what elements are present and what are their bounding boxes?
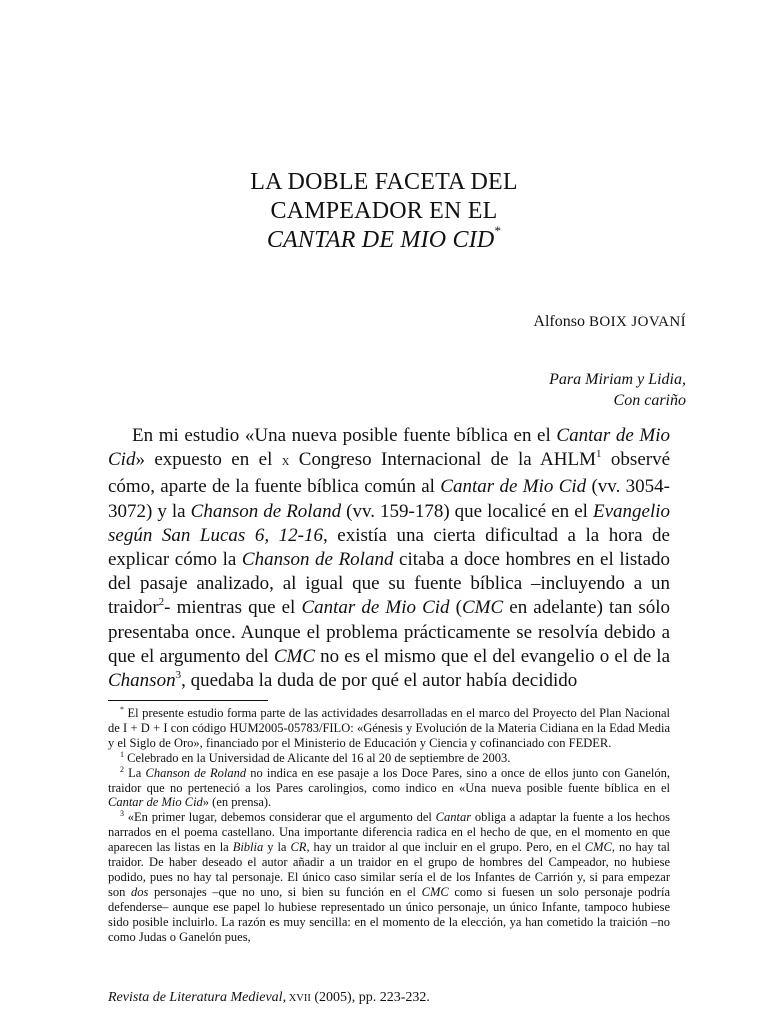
journal-details: (2005), pp. 223-232. <box>310 990 430 1005</box>
footnote-ref-2[interactable]: 2 <box>158 596 165 609</box>
italic-work-title: Cantar de Mio Cid <box>108 425 670 471</box>
dedication <box>549 369 686 411</box>
title-italic: CANTAR DE MIO CID <box>266 227 495 253</box>
footnote-1: $^1$ Celebrado en la Universidad de Alicante del 16 al 20 de septiembre de 2003. <box>120 749 511 765</box>
footnote-divider <box>108 700 268 701</box>
body-text <box>108 424 670 693</box>
title-line-3 <box>0 223 768 255</box>
footnote-2: $^2$ La Chanson de Roland no indica en ese pasaje a los Doce Pares, sino a once de ellos junto con Ganelón, traidor que no perteneció a los Pares carolingios, como indico en «Una nueva posible fuente bíblica en el Cantar de Mio Cid» (en prensa). <box>108 764 670 810</box>
footnote-3: $^3$ «En primer lugar, debemos considerar que el argumento del Cantar obliga a adaptar la fuente a los hechos narrados en el poema castellano. Una importante diferencia radica en el hecho de que, en el momento en que aparecen las listas en la Biblia y la CR, hay un traidor al que incluir en el grupo. Pero, en el CMC, no hay tal traidor. De haber deseado el autor añadir a un traidor en el grupo de hombres del Campeador, no hubiese podido, pues no hay tal personaje. El único caso similar sería el de los Infantes de Carrión y, si para empezar son dos personajes –que no uno, si bien su función en el CMC como si fuesen un solo personaje podría defenderse– aunque ese papel lo hubiese representado un único personaje, un único Infante, tampoco hubiese sido posible incluirlo. La razón es muy sencilla: en el momento de la elección, ya han cometido la traición –no como Judas o Ganelón pues, <box>108 809 670 944</box>
title-line-1: LA DOBLE FACETA DEL <box>250 169 518 195</box>
body-paragraph: En mi estudio «Una nueva posible fuente bíblica en el Cantar de Mio Cid» expuesto en el X Congreso Internacional de la AHLM$^1$ observé cómo, aparte de la fuente bíblica común al Cantar de Mio Cid (vv. 3054-3072) y la Chanson de Roland (vv. 159-178) que localicé en el Evangelio según San Lucas 6, 12-16, existía una cierta dificultad a la hora de explicar cómo la Chanson de Roland citaba a doce hombres en el listado del pasaje analizado, al igual que su fuente bíblica –incluyendo a un traidor$^2$- mientras que el Cantar de Mio Cid (CMC en adelante) tan sólo presentaba once. Aunque el problema prácticamente se resolvía debido a que el argumento del CMC no es el mismo que el del evangelio o el de la Chanson$^3$, quedaba la duda de por qué el autor había decidido <box>108 425 671 692</box>
congress-number: X <box>281 457 290 469</box>
footnote-star: * El presente estudio forma parte de las actividades desarrolladas en el marco del Proyecto del Plan Nacional de I + D + I con código HUM2005-05783/FILO: «Génesis y Evolución de la Materia Cidiana en la Edad Media y el Siglo de Oro», financiado por el Ministerio de Educación y Ciencia y cofinanciado con FEDER. <box>108 705 670 750</box>
author-given-name: Alfonso <box>533 313 585 330</box>
journal-name: Revista de Literatura Medieval, <box>108 990 287 1005</box>
footnotes <box>108 706 670 945</box>
journal-citation <box>108 989 430 1008</box>
title-line-2: CAMPEADOR EN EL <box>270 198 498 224</box>
dedication-line-2: Con cariño <box>613 392 686 409</box>
article-title <box>0 168 768 255</box>
journal-volume: XVII <box>286 993 311 1004</box>
title-footnote-mark[interactable]: * <box>494 223 502 238</box>
footnote-ref-3[interactable]: 3 <box>175 669 182 682</box>
dedication-line-1: Para Miriam y Lidia, <box>549 371 686 388</box>
author-surname: BOIX JOVANÍ <box>588 314 686 330</box>
author-line <box>533 312 686 332</box>
footnote-ref-1[interactable]: 1 <box>596 448 602 461</box>
